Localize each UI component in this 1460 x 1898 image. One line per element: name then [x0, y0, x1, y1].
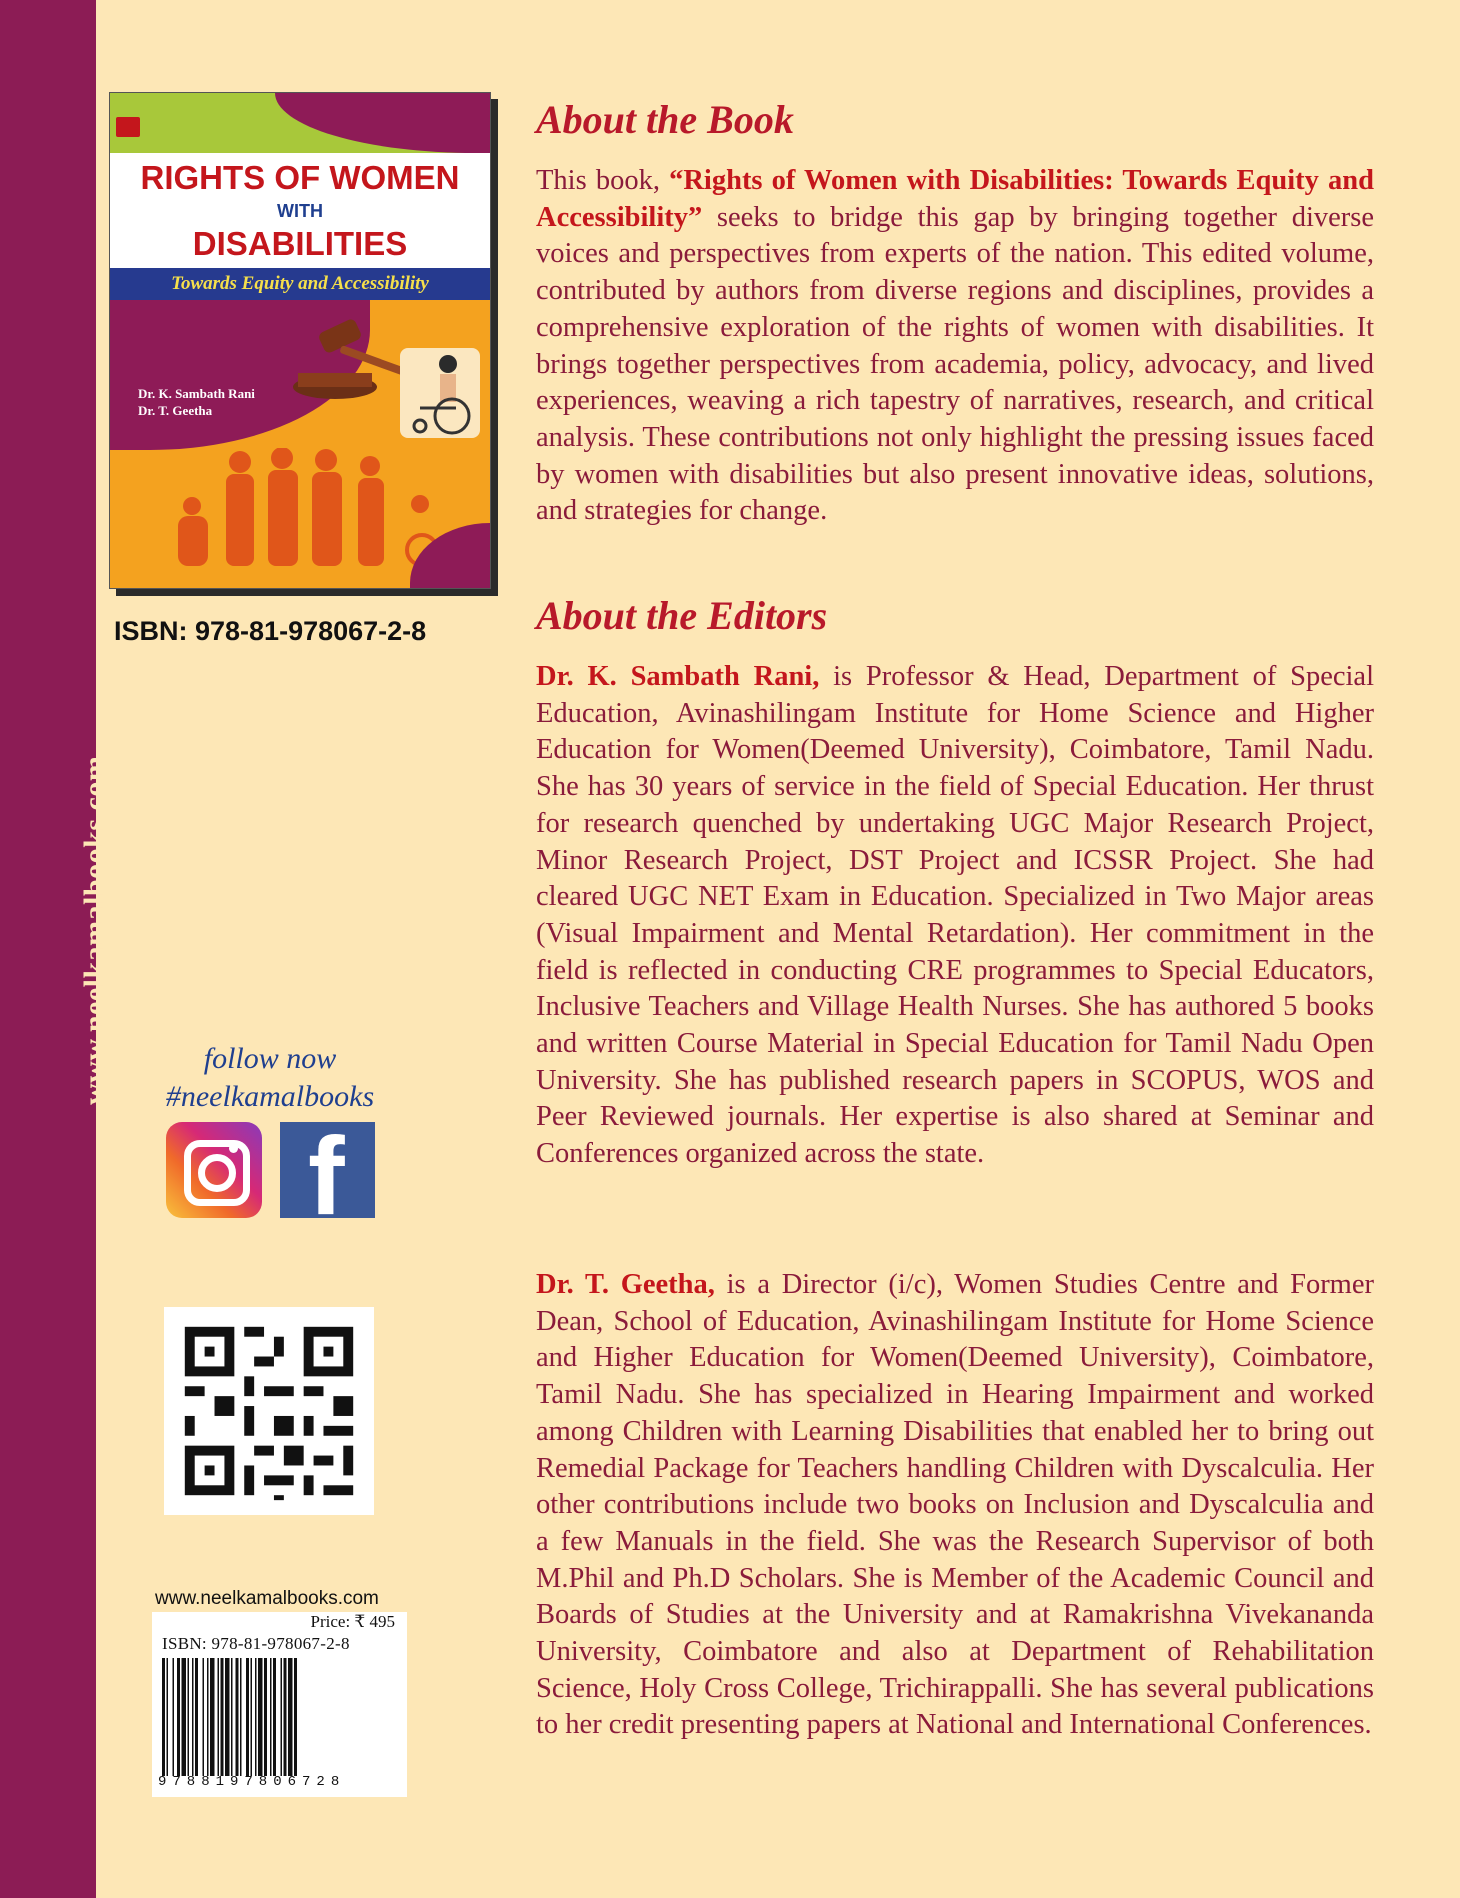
barcode-bar — [231, 1658, 233, 1776]
about-book-text: This book, “Rights of Women with Disabilities: Towards Equity and Accessibility” seeks to bridge this gap by bringing together diverse voices and perspectives from experts of the nation. This edited volume, contributed by authors from diverse regions and disciplines, provides a comprehensive exploration of the rights of women with disabilities. It brings together perspectives from academia, policy, advocacy, and lived experiences, weaving a rich tapestry of narratives, research, and critical analysis. These contributions not only highlight the pressing issues faced by women with disabilities but also present innovative ideas, solutions, and strategies for change. — [536, 165, 1375, 527]
wheelchair-woman-icon — [400, 348, 480, 438]
barcode-bar — [240, 1658, 242, 1776]
editor-1-bio: Dr. K. Sambath Rani, is Professor & Head, Department of Special Education, Avinashilingam Institute for Home Science and Higher Education for Women(Deemed University), Coimbatore, Tamil Nadu. She has 30 years of service in the field of Special Education. Her thrust for research quenched by undertaking UGC Major Research Project, Minor Research Project, DST Project and ICSSR Project. She had cleared UGC NET Exam in Education. Specialized in Two Major areas (Visual Impairment and Mental Retardation). Her commitment in the field is reflected in conducting CRE programmes to Special Educators, Inclusive Teachers and Village Health Nurses. She has authored 5 books and written Course Material in Special Education for Tamil Nadu Open University. She has published research papers in SCOPUS, WOS and Peer Reviewed journals. Her expertise is also shared at Seminar and Conferences organized across the state. — [536, 661, 1374, 1170]
barcode-bar — [203, 1658, 205, 1776]
barcode-bar — [207, 1658, 209, 1776]
isbn-label: ISBN: 978-81-978067-2-8 — [114, 616, 427, 646]
cover-subtitle-band — [110, 268, 490, 300]
editor-2-bio: Dr. T. Geetha, is a Director (i/c), Women Studies Centre and Former Dean, School of Education, Avinashilingam Institute for Home Science and Higher Education for Women(Deemed University), Coimbatore, Tamil Nadu. She has specialized in Hearing Impairment and worked among Children with Learning Disabilities that enabled her to bring out Remedial Package for Teachers handling Children with Dyscalculia. Her other contributions include two books on Inclusion and Dyscalculia and a few Manuals in the field. She was the Research Supervisor of both M.Phil and Ph.D Scholars. She is Member of the Academic Council and Boards of Studies at the University and at Ramakrishna Vivekananda University, Coimbatore and also at Department of Rehabilitation Science, Holy Cross College, Trichirappalli. She has several publications to her credit presenting papers at National and International Conferences. — [536, 1269, 1374, 1741]
editor-1-name: Dr. K. Sambath Rani, — [536, 661, 820, 692]
gavel-icon — [290, 315, 410, 405]
spine — [0, 0, 111, 1898]
cover-title-line1: RIGHTS OF WOMEN — [140, 159, 460, 196]
barcode-digits: 9788197806728 — [158, 1774, 346, 1790]
book-title: “Rights of Women with Disabilities: Towards Equity and Accessibility” — [536, 165, 1375, 233]
barcode-bar — [218, 1658, 220, 1776]
editor-2-name: Dr. T. Geetha, — [536, 1269, 715, 1300]
barcode-bar — [162, 1658, 165, 1776]
publisher-url: www.neelkamalbooks.com — [155, 1588, 379, 1609]
about-book-heading: About the Book — [536, 97, 794, 142]
cover-subtitle: Towards Equity and Accessibility — [171, 273, 429, 294]
instagram-icon — [166, 1122, 262, 1218]
publisher-logo-icon — [116, 117, 140, 137]
about-editors-heading: About the Editors — [536, 593, 828, 638]
qr-code-icon — [164, 1307, 374, 1515]
price: Price: ₹ 495 — [310, 1612, 395, 1631]
barcode-bar — [177, 1658, 180, 1776]
barcode-bar — [195, 1658, 198, 1776]
barcode-bar — [264, 1658, 267, 1776]
barcode-bar — [258, 1658, 263, 1776]
barcode-bar — [236, 1658, 239, 1776]
barcode-bar — [270, 1658, 272, 1776]
barcode-label — [152, 1612, 407, 1797]
barcode-isbn: ISBN: 978-81-978067-2-8 — [162, 1634, 350, 1653]
facebook-icon: f — [280, 1122, 375, 1218]
spine-url: www.neelkamalbooks.com — [78, 755, 111, 1105]
barcode-bar — [288, 1658, 293, 1776]
barcode-bar — [284, 1658, 287, 1776]
barcode-bar — [251, 1658, 253, 1776]
barcode-bar — [221, 1658, 224, 1776]
follow-line-1: follow now — [203, 1042, 337, 1075]
barcode-bar — [173, 1658, 175, 1776]
barcode-bar — [182, 1658, 187, 1776]
barcode-bar — [246, 1658, 249, 1776]
barcode-bar — [255, 1658, 257, 1776]
barcode-bar — [188, 1658, 190, 1776]
barcode-bar — [210, 1658, 215, 1776]
follow-line-2: #neelkamalbooks — [165, 1080, 375, 1113]
barcode-bar — [192, 1658, 194, 1776]
barcode-bar — [225, 1658, 230, 1776]
cover-author-1: Dr. K. Sambath Rani — [138, 386, 255, 401]
barcode-bar — [167, 1658, 169, 1776]
barcode-bar — [273, 1658, 276, 1776]
cover-author-2: Dr. T. Geetha — [138, 403, 213, 418]
qr-code — [164, 1307, 374, 1515]
cover-authors — [138, 385, 255, 419]
cover-title-line2: WITH — [277, 201, 323, 221]
barcode-bar — [281, 1658, 283, 1776]
barcode-bar — [294, 1658, 297, 1776]
social-follow — [140, 1040, 400, 1116]
cover-title-line3: DISABILITIES — [192, 225, 408, 262]
cover-thumbnail — [109, 92, 491, 589]
people-silhouettes-icon — [170, 448, 450, 568]
barcode-bars — [160, 1658, 400, 1776]
